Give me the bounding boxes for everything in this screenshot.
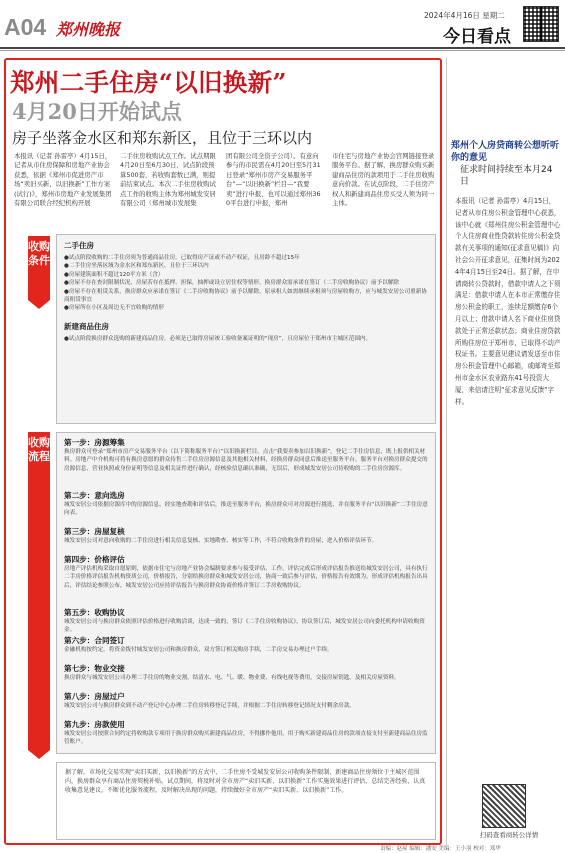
step-text: 换房群众可登录“郑州市房产交易服务平台（以下简称服务平台）”以旧换新栏目，点击“我要卖参加以旧换新”，登记二手住房信息，既上报供相关材料。房地产中介机构可将有换房意愿的群众待售二手住房房源信息及其他相关材料，经换房群众同意后推送至服务平台。服务平台对换房群众提交的房源信息、营业执照或身份证明等信息及相关证件进行确认，经核验信息确认准确，无误后，形成城发安居公司待收购的二手住房房源库。 xyxy=(64,449,428,472)
newhouse-title: 新建商品住房 xyxy=(64,321,109,331)
process-label: 收购流程 xyxy=(28,432,50,750)
secondhand-item: ●房屋不存在查封限制状况，房屋若存在抵押、担保，抽押或设立居住权等情形，换房群众需承诺在签订（二手房收购协议）前予以解除 xyxy=(64,280,399,287)
step-text: 房地产评估机构采取自愿原则，依据市住宅与房地产业协会编制要求参与接受评估、工作，评估完成后形成评估报告推送给城发安居公司，具有执行二手房价格评估报告机构资质公司，价格报告，分别给换房群众和城发安居公司，协商一致后参与评估，价格报告有效期为，形成评估机构报告出具后，评估结论参照公布，城发安居公司应持评估报告与换房群众协商价格并签订二手房收购协议。 xyxy=(64,566,428,589)
step-title: 第九步：房款使用 xyxy=(64,720,125,729)
newspaper-logo: 郑州晚报 xyxy=(56,20,121,39)
secondhand-title: 二手住房 xyxy=(64,241,94,250)
sidebar-body: 本报讯（记者 孙雷亭）4月15日，记者从市住房公积金管理中心获悉，该中心就《郑州住房公积金管理中心个人住房商业性贷款转住房公积金贷款有关事项的通知(征求意见稿)》向社会公开征求意见，征集时间为2024年4月15日至24日。据了解，在申请商转公贷款时，借款申请人之下须满足：借款申请人在本市正常缴存住房公积金的职工，连续足额缴存6个月以上；借款申请人名下商业住房贷款处于正常还款状态；商业住房贷款所购住房位于郑州市，已取得不动产权证书。主要意见建议请发送至市住房公积金管理中心邮箱，或邮寄至郑州市金水区农业路东41号投资大厦，来信请注明“征求意见反馈”字样。 xyxy=(455,197,561,406)
article-column-4: 市住宅与房地产业协会官网链接登录服务平台。据了解，换房群众购买新建商品住房的款项用于二手住房收购意向价款。在试点阶段，二手住房产权人和新建商品住房买受人须为同一主体。 xyxy=(332,152,435,208)
newhouse-text: ●试点阶段换房群众选购的新建商品住房，必须是已取得房屋竣工验收备案证明的“现房”，且房屋位于郑州市主城区范围内。 xyxy=(64,335,372,342)
step-title: 第四步：价格评估 xyxy=(64,555,125,564)
process-arrow-icon xyxy=(28,750,50,759)
issue-date: 2024年4月16日 星期二 xyxy=(424,11,505,20)
deck: 房子坐落金水区和郑东新区，且位于三环以内 xyxy=(12,129,313,147)
step-title: 第七步：物业交接 xyxy=(64,664,125,673)
article-column-3: 团有限公司全资子公司）。有意向参与的市民需在4月20日至5月31日登录“郑州市房产交易服务平台”—“以旧换新”栏目—“我要卖”进行申报，也可以通过郑州360平台进行申报，郑州 xyxy=(226,152,321,208)
step-text: 城发安居公司对意向收购的二手住房进行相关信息复核、实地勘查、核实等工作，不符合收购条件的房屋，进入价格评估环节。 xyxy=(64,538,378,544)
headline: 郑州二手住房“以旧换新” xyxy=(10,68,287,97)
summary-note-box xyxy=(56,762,436,840)
sidebar-title: 郑州个人房贷商转公想听听你的意见 xyxy=(451,141,560,163)
summary-note: 据了解，市场化交易实现“卖旧买新、以旧换新”的方式中，二手住房不受城发安居公司收购条件限制，新建商品住房须位于主城区范围内，换房群众享有商品住房契税补贴。试点期间，将及时对全市房产“卖旧买新、以旧换新”工作实施效果进行评估，总结完善经验，认真收集意见建议，不断优化服务流程，及时解决出现的问题，持续做好全市房产“卖旧买新、以旧换新”工作。 xyxy=(65,769,426,794)
subheadline: 4月20日开始试点 xyxy=(12,99,182,124)
header-qr-code-icon[interactable] xyxy=(523,6,559,42)
header-rule xyxy=(0,47,565,49)
page-code: A04 xyxy=(4,14,47,40)
step-text: 金融机构按约定，将资金拨付城发安居公司和换房群众，双方签订相关购房手续，二手房交易办理过户手续。 xyxy=(64,647,333,653)
secondhand-item: ●房屋建筑面积不超过120平方米（含） xyxy=(64,271,164,278)
page-footer-credits: 责编：赵屋 编辑：潘安 美编：王小羽 校对：郑华 xyxy=(380,846,501,852)
sidebar-qr-code-icon[interactable] xyxy=(482,784,526,828)
secondhand-item: ●二手住房坐落区域为金水区和郑东新区，且位于三环以内 xyxy=(64,263,209,270)
conditions-label: 收购条件 xyxy=(28,236,50,300)
header-rule-thin xyxy=(0,50,565,51)
section-title: 今日看点 xyxy=(443,27,511,47)
secondhand-item: ●试点阶段收购的二手住房须为普通商品住房，已取得房产证或不动产权证，且房龄不超过15年 xyxy=(64,255,300,261)
secondhand-item: ●房屋所在小区及周边无不宜收购的情形 xyxy=(64,305,164,312)
step-title: 第六步：合同签订 xyxy=(64,636,125,645)
step-title: 第三步：房屋复核 xyxy=(64,527,125,536)
conditions-arrow-icon xyxy=(28,300,50,309)
step-title: 第一步：房源筹集 xyxy=(64,438,125,447)
step-text: 城发安居公司按照合同约定将收购款专项用于换房群众购买新建商品住房，不得挪作他用，用于购买新建商品住房的款项直接支付至新建商品住房监管账户。 xyxy=(64,731,428,746)
article-column-1: 本报讯（记者 孙雷亭）4月15日，记者从市住房保障和房地产业协会获悉，依据《郑州市促进房产市场“卖旧买新、以旧换新”工作方案(试行)》，郑州市房地产业发展集团有限公司联合经纪机构开展 xyxy=(14,152,112,208)
step-text: 换房群众与城发安居公司办理二手住房的物业交割，结清水、电、气、暖、物业费、有线电视等费用，交接房屋钥匙，及相关房屋资料。 xyxy=(64,675,400,681)
secondhand-item: ●房屋不存在租赁关系，换房群众应承诺在签订《二手房收购协议》前予以解除，原承租人如需继续承租须与房屋收购方，应与城发安居公司重新协商租赁事宜 xyxy=(64,288,427,304)
process-box xyxy=(56,432,436,754)
step-title: 第五步：收购协议 xyxy=(64,608,125,617)
sidebar-subtitle: 征求时间持续至本月24日 xyxy=(460,165,553,187)
conditions-box xyxy=(56,234,436,424)
article-column-2: 二手住房收购试点工作。试点期限4月20日至6月30日，试点阶段预算500套，若收购套数已满，则提前结束试点。本次二手住房收购试点工作的收购主体为郑州城发安居有限公司（郑州城市发展集 xyxy=(120,152,216,208)
step-title: 第二步：意向选房 xyxy=(64,491,125,500)
step-text: 城发安居公司依据房源库中的房源信息，经实地查勘和评估后，推送至服务平台，换房群众可对房源进行挑选，并在服务平台“以旧换新”二手住房意向表。 xyxy=(64,502,428,517)
step-text: 城发安居公司与换房群众到不动产登记中心办理二手住房转移登记手续，并根据二手住房转移登记情况支付剩余房款。 xyxy=(64,703,355,709)
step-title: 第八步：房屋过户 xyxy=(64,692,125,701)
column-divider xyxy=(446,58,447,845)
sidebar-qr-caption: 扫码查看商转公详情 xyxy=(479,831,539,839)
step-text: 城发安居公司与换房群众依照评估价格进行收购洽谈，达成一致的，签订《二手住房收购协议》，协议签订后，城发安居公司向委托机构申请收购资金。 xyxy=(64,619,425,634)
